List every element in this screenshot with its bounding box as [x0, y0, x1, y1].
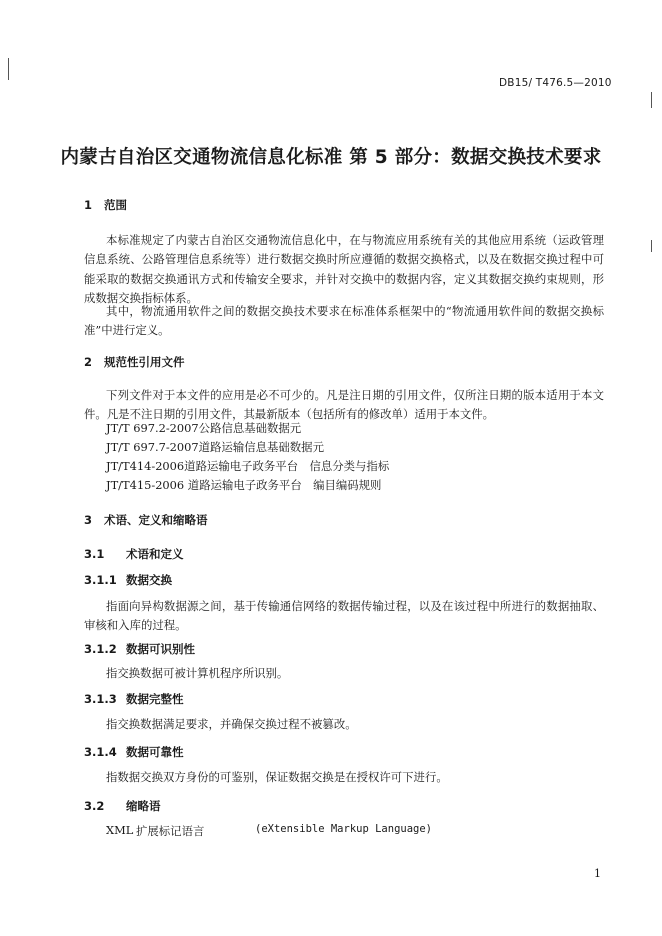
subsection-number: 3.2: [84, 799, 105, 813]
page-number: 1: [594, 867, 601, 880]
term-heading: [84, 572, 172, 588]
section-1-heading: [84, 197, 127, 213]
section-1-paragraph-2: 其中，物流通用软件之间的数据交换技术要求在标准体系框架中的“物流通用软件间的数据交换标准”中进行定义。: [84, 304, 604, 338]
document-title: 内蒙古自治区交通物流信息化标准 第 5 部分：数据交换技术要求: [60, 147, 602, 168]
section-title: 范围: [104, 198, 127, 212]
section-number: 3: [84, 513, 93, 527]
term-name: 数据交换: [126, 573, 172, 587]
term-definition: 指交换数据满足要求，并确保交换过程不被篡改。: [106, 717, 357, 731]
term-definition: 指面向异构数据源之间，基于传输通信网络的数据传输过程，以及在该过程中所进行的数据抽取、审核和入库的过程。: [84, 599, 604, 633]
reference-item: JT/T415-2006 道路运输电子政务平台 编目编码规则: [106, 478, 382, 492]
term-name: 数据可靠性: [126, 745, 184, 759]
section-title: 规范性引用文件: [104, 355, 185, 369]
section-1-paragraph-1: 本标准规定了内蒙古自治区交通物流信息化中，在与物流应用系统有关的其他应用系统（运政管理信息系统、公路管理信息系统等）进行数据交换时所应遵循的数据交换格式，以及在数据交换过程中可能采取的数据交换通讯方式和传输安全要求，并针对交换中的数据内容，定义其数据交换约束规则，形成数据交换指标体系。: [84, 233, 604, 306]
scan-mark-right: [651, 92, 652, 108]
term-heading: [84, 744, 184, 760]
reference-item: JT/T414-2006道路运输电子政务平台 信息分类与指标: [106, 459, 390, 473]
term-definition: 指数据交换双方身份的可鉴别，保证数据交换是在授权许可下进行。: [106, 770, 448, 784]
term-number: 3.1.2: [84, 642, 117, 656]
document-code: DB15/ T476.5—2010: [499, 77, 612, 89]
scan-mark-right-2: [651, 240, 652, 252]
section-2-paragraph: 下列文件对于本文件的应用是必不可少的。凡是注日期的引用文件，仅所注日期的版本适用于本文件。凡是不注日期的引用文件，其最新版本（包括所有的修改单）适用于本文件。: [84, 388, 604, 422]
section-number: 1: [84, 198, 93, 212]
reference-item: JT/T 697.2-2007公路信息基础数据元: [106, 421, 302, 435]
term-number: 3.1.4: [84, 745, 117, 759]
section-2-heading: [84, 354, 185, 370]
abbreviation-chinese: 扩展标记语言: [136, 824, 205, 838]
section-3-heading: [84, 512, 208, 528]
term-definition: 指交换数据可被计算机程序所识别。: [106, 666, 289, 680]
section-title: 术语、定义和缩略语: [104, 513, 208, 527]
subsection-title: 术语和定义: [126, 547, 184, 561]
subsection-number: 3.1: [84, 547, 105, 561]
subsection-3-2-heading: [84, 798, 161, 814]
reference-item: JT/T 697.7-2007道路运输信息基础数据元: [106, 440, 324, 454]
abbreviation-english: (eXtensible Markup Language): [255, 823, 433, 835]
term-number: 3.1.1: [84, 573, 117, 587]
term-name: 数据完整性: [126, 692, 184, 706]
subsection-title: 缩略语: [126, 799, 161, 813]
subsection-3-1-heading: [84, 546, 184, 562]
term-heading: [84, 641, 195, 657]
term-name: 数据可识别性: [126, 642, 195, 656]
term-heading: [84, 691, 184, 707]
section-number: 2: [84, 355, 93, 369]
term-number: 3.1.3: [84, 692, 117, 706]
abbreviation-code: XML: [106, 823, 134, 837]
scan-mark-left: [8, 58, 9, 80]
